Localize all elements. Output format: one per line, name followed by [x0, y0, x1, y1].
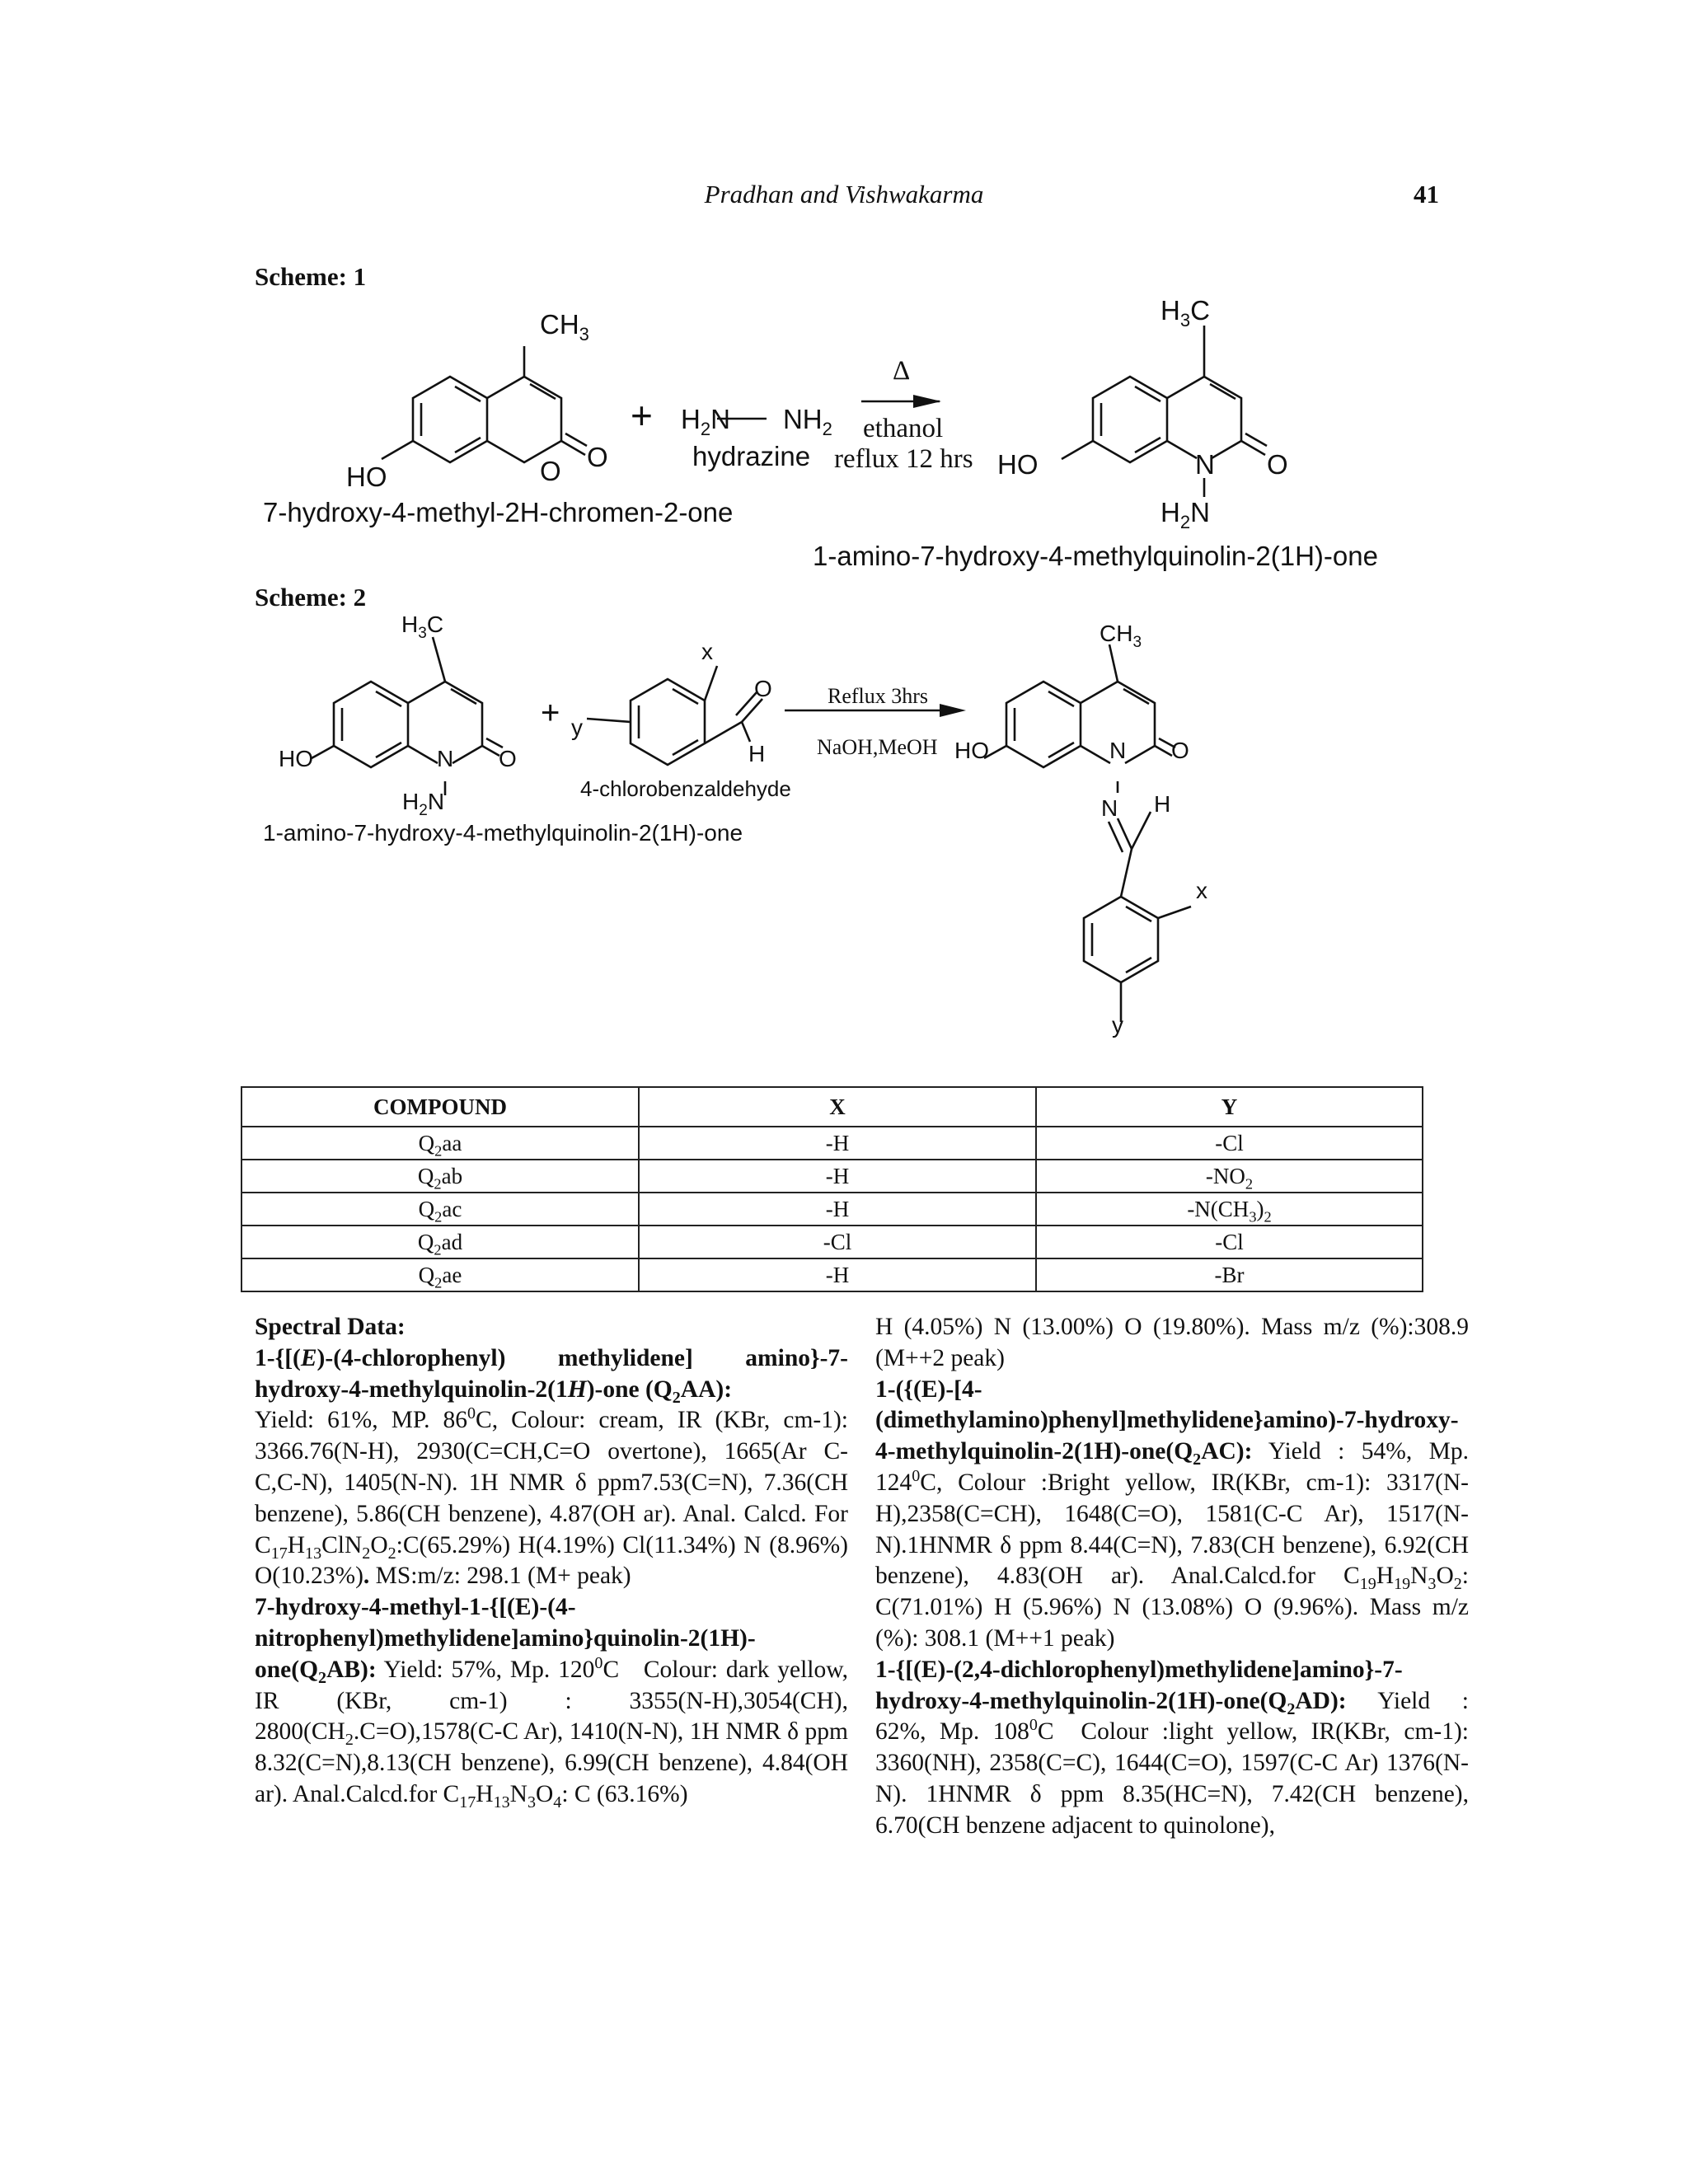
y-cell: $-N(CH_3)_2$ — [1036, 1193, 1423, 1226]
s2-product-n1: N — [1109, 738, 1127, 763]
s1-condition1: ethanol — [863, 414, 944, 443]
reaction-schemes — [0, 0, 1688, 1071]
s1-reactant-ho: HO — [346, 462, 387, 492]
spectral-left-column — [255, 1312, 848, 1811]
s1-reactant-o-carbonyl: O — [587, 442, 608, 472]
y-cell: $-NO_2$ — [1036, 1160, 1423, 1193]
col-header-x: X — [639, 1087, 1036, 1127]
scheme2-label: Scheme: 2 — [255, 583, 367, 612]
s1-product-n: N — [1195, 449, 1215, 480]
table-row — [241, 1160, 1423, 1193]
s2-product-ch3: $CH_3$ — [1100, 621, 1142, 651]
s2-product-x: x — [1196, 878, 1207, 903]
compound-cell: $Q_2aa$ — [241, 1127, 639, 1160]
compound-cell: $Q_2ad$ — [241, 1226, 639, 1258]
q2aa-entry: 1-{[(E)-(4-chlorophenyl) methylidene] amino}-7-hydroxy-4-methylquinolin-2(1H)-one $(Q_2AA)$: Yield: 61%, MP. $86^0C$, Colour: cream, IR (KBr, cm-1): 3366.76(N-H), 2930(C=CH,C=O overtone), 1665(Ar C-C,C-N), 1405(N-N). 1H NMR δ ppm7.53(C=N), 7.36(CH benzene), 5.86(CH benzene), 4.87(OH ar). Anal. Calcd. For $C_{17}H_{13}ClN_2O_2:C(65.29\%)$ H(4.19%) Cl(11.34%) N (8.96%) O(10.23%). MS:m/z: 298.1 (M+ peak) — [255, 1344, 848, 1590]
s2-plus: + — [541, 695, 560, 731]
table-row — [241, 1226, 1423, 1258]
s1-reactant-o-ring: O — [540, 456, 561, 486]
s2-reactant-h3c: $H_3C$ — [401, 612, 444, 642]
compound-cell: $Q_2ac$ — [241, 1193, 639, 1226]
s1-condition2: reflux 12 hrs — [834, 444, 973, 474]
s2-reactant-ho: HO — [279, 746, 313, 771]
spectral-right-column — [875, 1312, 1469, 1842]
table-row — [241, 1258, 1423, 1291]
x-cell: -H — [639, 1258, 1036, 1291]
y-cell: -Br — [1036, 1258, 1423, 1291]
s2-reactant-h2n: $H_2N$ — [402, 789, 445, 819]
col-header-y: Y — [1036, 1087, 1423, 1127]
s2-reactant-name: 1-amino-7-hydroxy-4-methylquinolin-2(1H)-one — [263, 820, 743, 846]
table-row — [241, 1193, 1423, 1226]
s2-aldehyde-h: H — [748, 741, 766, 766]
q2ab-entry-cont: H (4.05%) N (13.00%) O (19.80%). Mass m/z (%):308.9 (M++2 peak) — [875, 1314, 1469, 1371]
s1-product-ho: HO — [997, 449, 1039, 480]
scheme1-label: Scheme: 1 — [255, 262, 367, 291]
running-title: Pradhan and Vishwakarma — [704, 180, 984, 209]
s2-aldehyde-x: x — [701, 639, 713, 664]
page-number: 41 — [1414, 180, 1439, 209]
s1-product-name: 1-amino-7-hydroxy-4-methylquinolin-2(1H)-one — [813, 541, 1378, 571]
s1-reagent-name: hydrazine — [692, 441, 811, 471]
spectral-heading: Spectral Data: — [255, 1314, 406, 1340]
s1-reactant-ch3: $CH_3$ — [540, 309, 589, 344]
compound-cell: $Q_2ae$ — [241, 1258, 639, 1291]
col-header-compound: COMPOUND — [241, 1087, 639, 1127]
s1-product-nh2: $H_2N$ — [1160, 497, 1210, 532]
x-cell: -H — [639, 1193, 1036, 1226]
q2ac-entry: $1-(\{(E)-[4-(dimethylamino)phenyl]methylidene\}amino)-7-hydroxy-4-methylquinolin-2(1H)-one(Q_2AC)$: Yield : 54%, Mp. $124^0C$, Colour :Bright yellow, IR(KBr, cm-1): 3317(N-H),2358(C=CH), 1648(C=O), 1581(C-C Ar), 1517(N-N).1HNMR δ ppm 8.44(C=N), 7.83(CH benzene), 6.92(CH benzene), 4.83(OH ar). Anal.Calcd.for $C_{19}H_{19}N_3O_2$: C(71.01%) H (5.96%) N (13.08%) O (9.96%). Mass m/z (%): 308.1 (M++1 peak) — [875, 1376, 1469, 1652]
s2-product-o: O — [1171, 738, 1189, 763]
s1-plus: + — [631, 394, 653, 437]
s2-reactant-o: O — [499, 746, 517, 771]
s2-aldehyde-y: y — [571, 715, 583, 740]
q2ab-entry: $7-hydroxy-4-methyl-1-\{[(E)-(4-nitrophenyl)methylidene]amino\}quinolin-2(1H)-one(Q_2AB)$: Yield: 57%, Mp. $120^0C$ Colour: dark yellow, IR (KBr, cm-1) : 3355(N-H),3054(CH), $2800(CH_2.C=O),1578(C-C$ Ar), 1410(N-N), 1H NMR δ ppm 8.32(C=N),8.13(CH benzene), 6.99(CH benzene), 4.84(OH ar). Anal.Calcd.for $C_{17}H_{13}N_3O_4$: C (63.16%) — [255, 1594, 848, 1811]
s2-condition1: Reflux 3hrs — [828, 684, 929, 708]
s1-product-h3c: $H_3C$ — [1160, 295, 1210, 330]
x-cell: -Cl — [639, 1226, 1036, 1258]
compound-cell: $Q_2ab$ — [241, 1160, 639, 1193]
s1-heat: Δ — [893, 356, 911, 386]
s2-reactant-n: N — [437, 746, 454, 771]
s2-condition2: NaOH,MeOH — [817, 735, 938, 759]
compound-table — [241, 1086, 1423, 1292]
s2-product-y: y — [1112, 1012, 1123, 1038]
s1-reagent-formula: $H_2N$ $NH_2$ — [681, 404, 832, 439]
s1-reactant-name: 7-hydroxy-4-methyl-2H-chromen-2-one — [263, 497, 734, 527]
s2-product-n2: N — [1101, 795, 1118, 821]
s2-aldehyde-o: O — [754, 676, 772, 701]
s2-product-h: H — [1154, 791, 1171, 817]
x-cell: -H — [639, 1160, 1036, 1193]
x-cell: -H — [639, 1127, 1036, 1160]
s2-product-ho: HO — [954, 738, 989, 763]
table-header-row — [241, 1087, 1423, 1127]
s1-product-o: O — [1267, 449, 1288, 480]
y-cell: -Cl — [1036, 1127, 1423, 1160]
table-row — [241, 1127, 1423, 1160]
s2-aldehyde-name: 4-chlorobenzaldehyde — [580, 776, 791, 801]
q2ad-entry: $1-\{[(E)-(2,4-dichlorophenyl)methylidene]amino\}-7-hydroxy-4-methylquinolin-2(1H)-one(Q_2AD)$: Yield : 62%, Mp. $108^0C$ Colour :light yellow, IR(KBr, cm-1): 3360(NH), 2358(C=C), 1644(C=O), 1597(C-C Ar) 1376(N-N). 1HNMR δ ppm 8.35(HC=N), 7.42(CH benzene), 6.70(CH benzene adjacent to quinolone), — [875, 1656, 1469, 1839]
y-cell: -Cl — [1036, 1226, 1423, 1258]
